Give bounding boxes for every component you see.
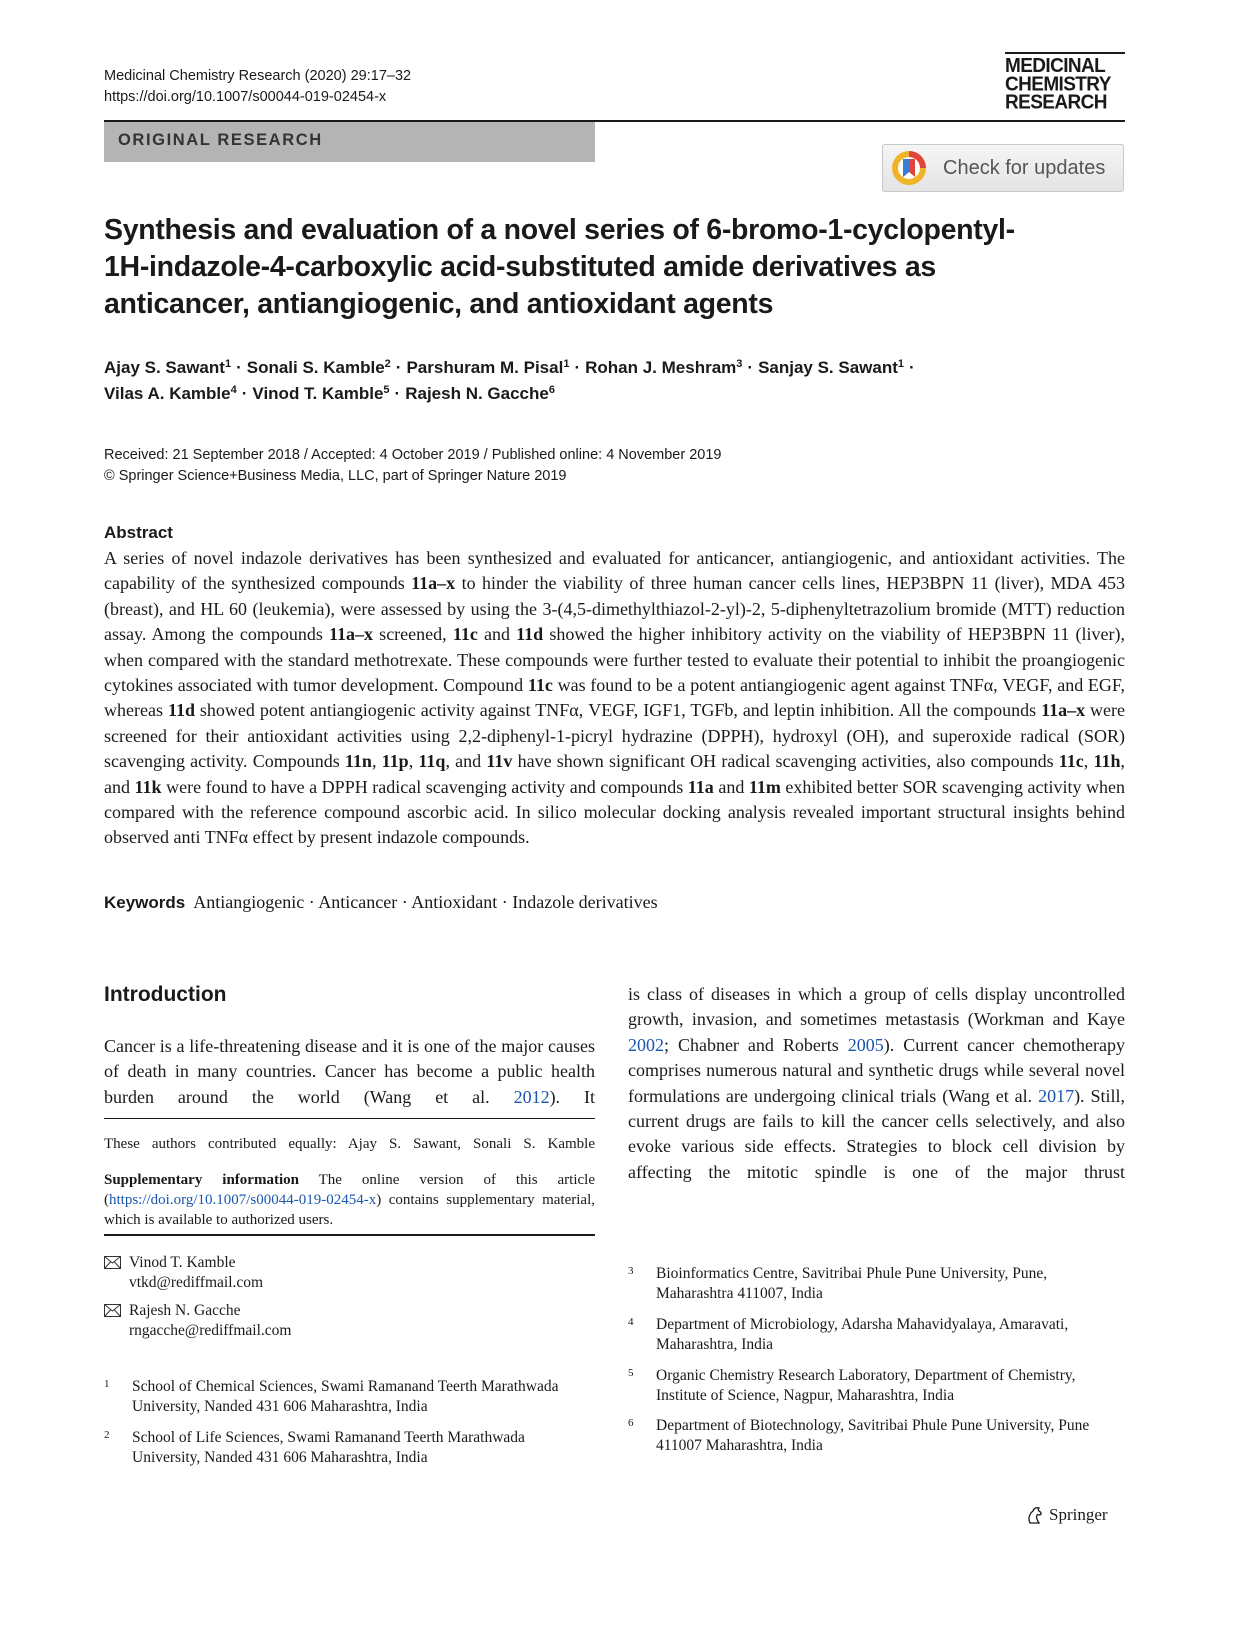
article-type-label: ORIGINAL RESEARCH	[118, 131, 323, 149]
author-name[interactable]: Rohan J. Meshram	[585, 358, 737, 377]
intro-text: ). Current cancer chemotherapy comprises numerous natural and synthetic drugs while several novel formulations are undergoing clinical trials (Wang et al.	[628, 1034, 1125, 1106]
compound-id: 11a–x	[1041, 700, 1086, 721]
affiliation-text: Bioinformatics Centre, Savitribai Phule Pune University, Pune, Maharashtra 411007, India	[656, 1265, 1048, 1302]
keyword-separator: ·	[497, 892, 513, 912]
compound-id: 11a–x	[329, 624, 374, 645]
keyword: Antioxidant	[411, 892, 498, 912]
affiliation	[104, 1428, 584, 1468]
compound-id: 11c	[1058, 751, 1084, 772]
abstract-text: ,	[371, 751, 382, 772]
intro-left-column	[104, 1034, 595, 1110]
author-affiliation-marker: 1	[897, 358, 905, 370]
author-name[interactable]: Parshuram M. Pisal	[406, 358, 564, 377]
compound-id: 11c	[452, 624, 478, 645]
title-line: anticancer, antiangiogenic, and antioxidant agents	[104, 288, 774, 320]
author-name[interactable]: Sonali S. Kamble	[246, 358, 385, 377]
abstract-text: have shown significant OH radical scavenging activities, also compounds	[512, 751, 1059, 772]
journal-info	[104, 66, 411, 108]
intro-text: ). Still, current drugs are fails to kill the cancer cells selectively, and also evoke various side effects. Strategies to block cell division by affecting the mitotic spindle is one of the major thrust	[628, 1085, 1126, 1182]
author-name[interactable]: Rajesh N. Gacche	[405, 384, 549, 403]
supplementary-text: ) contains supplementary material, which is available to authorized users.	[104, 1192, 595, 1228]
check-for-updates-label: Check for updates	[943, 156, 1106, 179]
abstract-text: ,	[1083, 751, 1094, 772]
intro-text: is class of diseases in which a group of cells display uncontrolled growth, invasion, and sometimes metastasis (Workman and Kaye	[628, 984, 1125, 1030]
author-separator: ·	[747, 358, 754, 377]
compound-id: 11v	[486, 751, 513, 772]
affiliation-text: Organic Chemistry Research Laboratory, Department of Chemistry, Institute of Science, Nagpur, Maharashtra, India	[656, 1367, 1076, 1404]
author-affiliation-marker: 6	[548, 384, 555, 396]
contact-entry	[104, 1253, 263, 1293]
intro-text: Cancer is a life-threatening disease and it is one of the major causes of death in many countries. Cancer has become a public health burden around the world (Wang et al.	[104, 1036, 595, 1107]
compound-id: 11n	[344, 751, 372, 772]
citation-link[interactable]: 2002	[628, 1034, 664, 1055]
abstract-text: and	[713, 776, 749, 797]
keywords-list	[193, 892, 657, 912]
received-accepted-line: Received: 21 September 2018 / Accepted: 4 October 2019 / Published online: 4 November 2019	[104, 447, 722, 463]
author-name[interactable]: Sanjay S. Sawant	[758, 358, 898, 377]
affiliation-number: 3	[628, 1265, 634, 1277]
logo-line: CHEMISTRY	[1005, 73, 1111, 96]
affiliation	[628, 1416, 1098, 1456]
publication-dates	[104, 445, 721, 487]
citation-link[interactable]: 2005	[847, 1034, 884, 1055]
supplementary-info-note	[104, 1170, 595, 1230]
intro-text: ; Chabner and Roberts	[664, 1034, 848, 1055]
abstract-text: screened,	[373, 624, 453, 645]
author-separator: ·	[394, 384, 401, 403]
compound-id: 11m	[748, 776, 781, 797]
compound-id: 11k	[134, 776, 162, 797]
affiliation-number: 5	[628, 1367, 634, 1379]
abstract-text: exhibited better SOR scavenging activity when compared with the reference compound ascorbic acid. In silico molecular docking analysis revealed important structural insights behind observed anti TNFα effect by present indazole compounds.	[104, 776, 1125, 848]
abstract-text: and	[477, 624, 517, 645]
affiliation-text: School of Life Sciences, Swami Ramanand Teerth Marathwada University, Nanded 431 606 Maharashtra, India	[132, 1429, 525, 1466]
affiliation	[104, 1377, 584, 1417]
journal-logo	[1005, 52, 1125, 112]
author-name[interactable]: Ajay S. Sawant	[104, 358, 225, 377]
author-separator: ·	[574, 358, 581, 377]
keywords-heading: Keywords	[104, 893, 186, 912]
citation-link[interactable]: 2012	[513, 1086, 550, 1107]
intro-text: ). It	[549, 1086, 595, 1107]
keyword: Antiangiogenic	[193, 892, 305, 912]
abstract-text: to hinder the viability of three human cancer cells lines, HEP3BPN 11 (liver), MDA 453 (breast), and HL 60 (leukemia), were assessed by using the 3-(4,5-dimethylthiazol-2-yl)-2, 5-diphenyltetrazolium bromide (MTT) reduction assay. Among the compounds	[104, 573, 1126, 645]
author-list	[104, 355, 1114, 407]
abstract-text: were screened for their antioxidant activities using 2,2-diphenyl-1-picryl hydrazine (DPPH), hydroxyl (OH), and superoxide radical (SOR) scavenging activity. Compounds	[104, 700, 1126, 772]
logo-line: RESEARCH	[1005, 91, 1107, 114]
affiliation-number: 4	[628, 1316, 634, 1328]
abstract-heading: Abstract	[104, 523, 173, 542]
title-line: Synthesis and evaluation of a novel series of 6-bromo-1-cyclopentyl-	[104, 214, 1015, 246]
citation-link[interactable]: 2017	[1038, 1085, 1075, 1106]
author-affiliation-marker: 4	[230, 384, 237, 396]
doi-link[interactable]: https://doi.org/10.1007/s00044-019-02454-x	[104, 89, 387, 105]
keyword: Anticancer	[318, 892, 398, 912]
affiliation-number: 1	[104, 1378, 110, 1390]
affiliation-number: 6	[628, 1417, 634, 1429]
abstract-text: ,	[408, 751, 419, 772]
affiliation	[628, 1366, 1098, 1406]
publisher-logo	[1025, 1505, 1108, 1525]
compound-id: 11d	[167, 700, 195, 721]
crossmark-icon	[891, 150, 927, 186]
author-name[interactable]: Vilas A. Kamble	[104, 384, 231, 403]
affiliation-text: Department of Biotechnology, Savitribai Phule Pune University, Pune 411007 Maharashtra, India	[656, 1417, 1090, 1454]
author-name[interactable]: Vinod T. Kamble	[252, 384, 384, 403]
copyright-line: © Springer Science+Business Media, LLC, part of Springer Nature 2019	[104, 468, 567, 484]
supplementary-link[interactable]: https://doi.org/10.1007/s00044-019-02454-x	[109, 1192, 377, 1208]
abstract-text: showed potent antiangiogenic activity against TNFα, VEGF, IGF1, TGFb, and leptin inhibition. All the compounds	[194, 700, 1042, 721]
check-for-updates-button[interactable]	[882, 144, 1124, 192]
title-line: 1H-indazole-4-carboxylic acid-substituted amide derivatives as	[104, 251, 936, 283]
author-affiliation-marker: 1	[563, 358, 570, 370]
affiliation	[628, 1315, 1098, 1355]
envelope-icon	[104, 1304, 121, 1317]
footnote-divider	[104, 1118, 595, 1119]
contact-entry	[104, 1301, 291, 1341]
compound-id: 11d	[516, 624, 544, 645]
compound-id: 11a	[687, 776, 714, 797]
contact-email[interactable]: vtkd@rediffmail.com	[129, 1274, 264, 1291]
author-separator: ·	[395, 358, 402, 377]
introduction-heading: Introduction	[104, 983, 227, 1006]
intro-right-column	[628, 982, 1125, 1185]
keywords	[104, 892, 658, 913]
springer-horse-icon	[1025, 1505, 1045, 1525]
author-affiliation-marker: 1	[224, 358, 232, 370]
keyword-separator: ·	[304, 892, 319, 912]
affiliation-text: Department of Microbiology, Adarsha Mahavidyalaya, Amaravati, Maharashtra, India	[656, 1316, 1069, 1353]
contact-name: Rajesh N. Gacche	[129, 1302, 241, 1319]
abstract-text: , and	[445, 751, 487, 772]
affiliation-number: 2	[104, 1429, 110, 1441]
author-affiliation-marker: 3	[736, 358, 743, 370]
equal-contribution-note: These authors contributed equally: Ajay S. Sawant, Sonali S. Kamble	[104, 1136, 595, 1152]
journal-citation: Medicinal Chemistry Research (2020) 29:17–32	[104, 68, 412, 84]
footnote-divider	[104, 1234, 595, 1236]
author-affiliation-marker: 5	[383, 384, 390, 396]
author-affiliation-marker: 2	[384, 358, 391, 370]
abstract-text: showed the higher inhibitory activity on the viability of HEP3BPN 11 (liver), when compared with the standard methotrexate. These compounds were further tested to evaluate their potential to inhibit the proangiogenic cytokines associated with tumor development. Compound	[104, 624, 1125, 696]
abstract-text: were found to have a DPPH radical scavenging activity and compounds	[161, 776, 688, 797]
keyword: Indazole derivatives	[512, 892, 658, 912]
envelope-icon	[104, 1256, 121, 1269]
keyword-separator: ·	[397, 892, 412, 912]
abstract-text: , and	[104, 751, 1126, 797]
abstract-text: was found to be a potent antiangiogenic agent against TNFα, VEGF, and EGF, whereas	[104, 675, 1125, 721]
compound-id: 11a–x	[411, 573, 456, 594]
article-title	[104, 212, 1104, 323]
affiliation	[628, 1264, 1098, 1304]
publisher-name: Springer	[1049, 1505, 1108, 1524]
abstract-body	[104, 546, 1125, 851]
supplementary-text: The online version of this article (	[104, 1172, 595, 1208]
affiliation-text: School of Chemical Sciences, Swami Ramanand Teerth Marathwada University, Nanded 431 606 Maharashtra, India	[132, 1378, 559, 1415]
author-separator: ·	[241, 384, 248, 403]
contact-email[interactable]: rngacche@rediffmail.com	[129, 1322, 292, 1339]
author-separator: ·	[236, 358, 242, 377]
compound-id: 11q	[418, 751, 446, 772]
compound-id: 11p	[381, 751, 409, 772]
compound-id: 11h	[1093, 751, 1121, 772]
author-separator: ·	[909, 358, 915, 377]
compound-id: 11c	[527, 675, 553, 696]
logo-line: MEDICINAL	[1005, 55, 1106, 78]
abstract-text: A series of novel indazole derivatives has been synthesized and evaluated for anticancer, antiangiogenic, and antioxidant activities. The capability of the synthesized compounds	[104, 548, 1125, 594]
supplementary-heading: Supplementary information	[104, 1172, 299, 1188]
contact-name: Vinod T. Kamble	[129, 1254, 236, 1271]
